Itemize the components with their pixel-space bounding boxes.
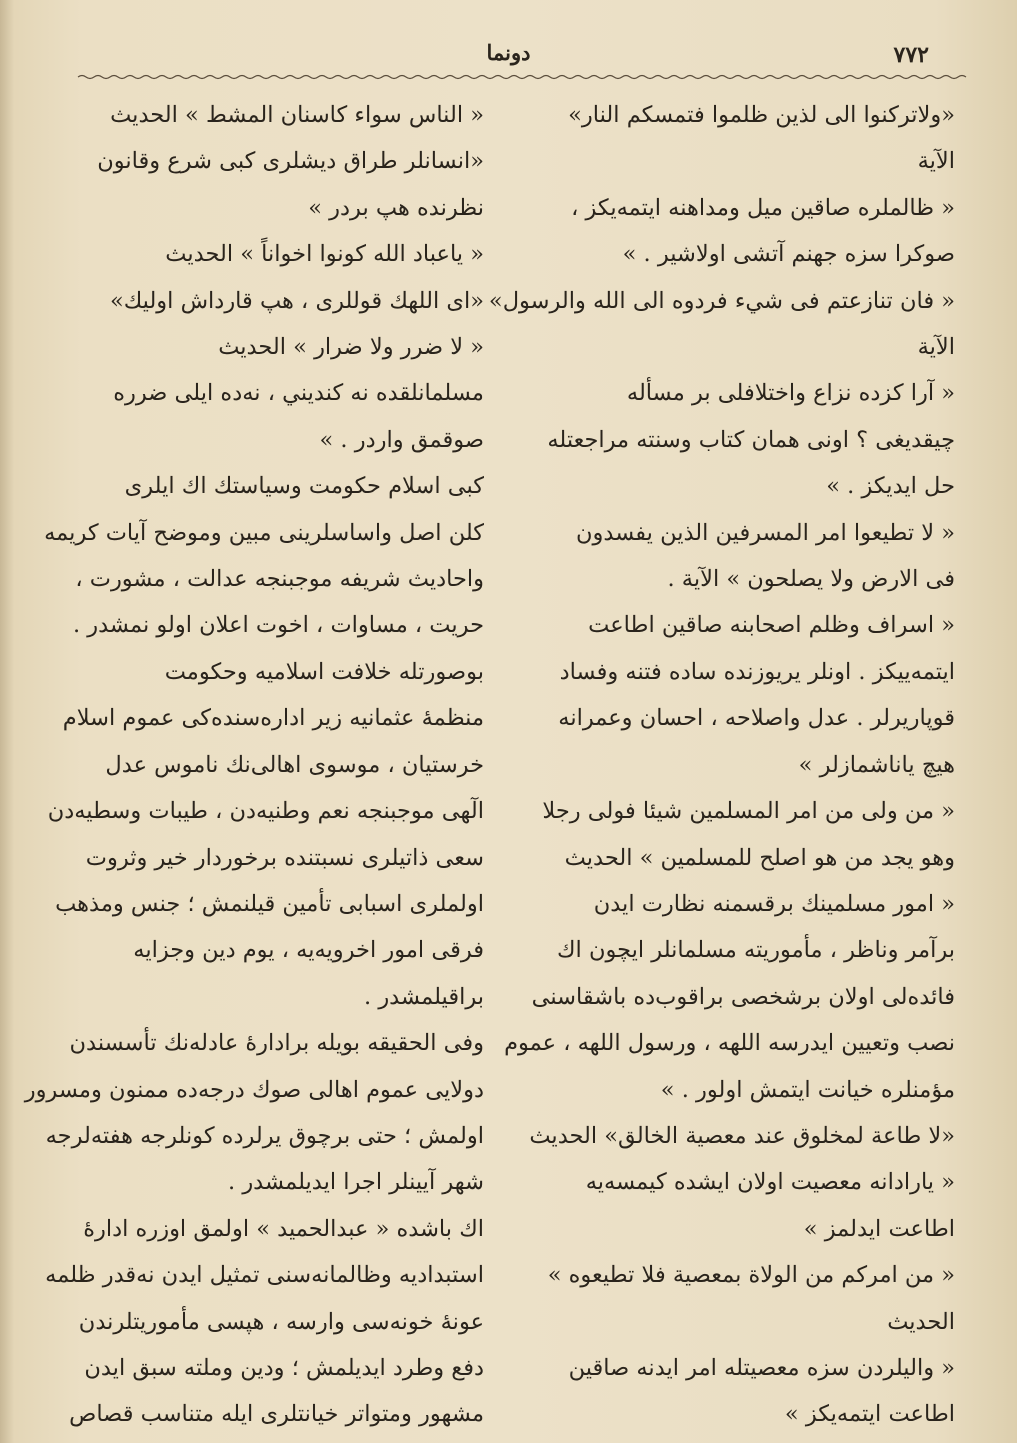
text-line: « اسراف وظلم اصحابنه صاقين اطاعت (588, 612, 955, 639)
text-line: قوپاريرلر . عدل واصلاحه ، احسان وعمرانه (558, 705, 955, 732)
text-line: « من امركم من الولاة بمعصية فلا تطيعوه » (547, 1262, 955, 1289)
text-line: «انسانلر طراق ديشلرى كبى شرع وقانون (97, 148, 484, 175)
text-line: اطاعت ايتمه‌يكز » (784, 1401, 955, 1428)
text-line: اولملرى اسبابى تأمين قيلنمش ؛ جنس ومذهب (55, 890, 484, 917)
text-line: مسلمانلقده نه كنديني ، نه‌ده ايلى ضرره (113, 380, 484, 407)
text-line: دفع وطرد ايديلمش ؛ ودين وملته سبق ايدن (84, 1354, 484, 1381)
text-line: فائده‌لى اولان برشخصى براقوب‌ده باشقاسنى (531, 983, 955, 1010)
text-line: برآمر وناظر ، مأموريته مسلمانلر ايچون اك (557, 937, 955, 964)
text-line: الٓهى موجبنجه نعم وطنيه‌دن ، طيبات وسطيه‌دن (47, 798, 484, 825)
text-line: « الناس سواء كاسنان المشط » الحديث (110, 102, 484, 128)
text-line: «اى اللهك قوللرى ، هپ قارداش اوليك» (109, 287, 484, 314)
text-line: نظرنده هپ بردر » (308, 194, 484, 221)
text-line: خرستيان ، موسوى اهالى‌نك ناموس عدل (105, 751, 484, 778)
text-line: كبى اسلام حكومت وسياستك اك ايلرى (124, 473, 484, 500)
text-line: شهر آيينلر اجرا ايديلمشدر . (228, 1169, 484, 1196)
text-line: « واليلردن سزه معصيتله امر ايدنه صاقين (568, 1354, 955, 1381)
text-line: اك باشده « عبدالحميد » اولمق اوزره ادارهٔ (83, 1215, 484, 1242)
text-line: « لا ضرر ولا ضرار » الحديث (218, 334, 484, 361)
text-line: وفى الحقيقه بويله برادارهٔ عادله‌نك تأسسندن (69, 1030, 484, 1057)
text-line: «ولاتركنوا الى لذين ظلموا فتمسكم النار» (568, 102, 955, 128)
left-column (24, 92, 484, 1438)
text-line: نصب وتعيين ايدرسه اللهه ، ورسول اللهه ، عموم (504, 1030, 955, 1057)
text-line: دولايى عموم اهالى صوك درجه‌ده ممنون ومسرور (24, 1076, 484, 1103)
text-line: استبداديه وظالمانه‌سنى تمثيل ايدن نه‌قدر ظلمه (45, 1262, 484, 1289)
text-line: « ظالملره صاقين ميل ومداهنه ايتمه‌يكز ، (571, 194, 955, 221)
text-line: عونهٔ خونه‌سى وارسه ، هپسى مأموريتلرندن (78, 1308, 484, 1335)
text-line: ايتمه‌ييكز . اونلر يريوزنده ساده فتنه وفساد (559, 658, 955, 685)
text-line: سعى ذاتيلرى نسبتنده برخوردار خير وثروت (85, 844, 484, 871)
text-line: اطاعت ايدلمز » (803, 1215, 955, 1242)
text-line: « ياعباد الله كونوا اخواناً » الحديث (165, 241, 484, 268)
text-line: «لا طاعة لمخلوق عند معصية الخالق» الحديث (529, 1122, 955, 1149)
text-line: بوصورتله خلافت اسلاميه وحكومت (164, 658, 484, 685)
text-line: « امور مسلمينك برقسمنه نظارت ايدن (593, 890, 955, 917)
text-line: مشهور ومتواتر خيانتلرى ايله متناسب قصاص (69, 1401, 484, 1428)
binding-shadow (0, 0, 14, 1443)
text-line: « لا تطيعوا امر المسرفين الذين يفسدون (576, 519, 955, 546)
text-line: الحديث (887, 1308, 955, 1335)
text-line: اولمش ؛ حتى برچوق يرلرده كونلرجه‌ هفته‌لرجه (45, 1122, 484, 1149)
text-line: « يارادانه معصيت اولان ايشده كيمسه‌يه (585, 1169, 955, 1196)
header-rule (78, 74, 970, 80)
text-line: صوقمق واردر . » (319, 426, 484, 453)
text-line: حريت ، مساوات ، اخوت اعلان اولو نمشدر . (72, 612, 484, 639)
page-header (70, 36, 947, 76)
text-line: كلن اصل واساسلرينى مبين وموضح آيات كريمه (44, 519, 484, 546)
text-line: فرقى امور اخرويه‌يه ، يوم دين وجزايه (133, 937, 484, 964)
text-line: مؤمنلره خيانت ايتمش اولور . » (660, 1076, 955, 1103)
page-number: ٧٧٢ (893, 42, 929, 68)
running-title: دونما (486, 40, 531, 65)
text-line: وهو يجد من هو اصلح للمسلمين » الحديث (564, 844, 955, 871)
text-line: براقيلمشدر . (364, 983, 484, 1010)
text-line: صوكرا سزه جهنم آتشى اولاشير . » (622, 241, 955, 268)
right-column (488, 92, 955, 1438)
text-line: چيقديغى ؟ اونى همان كتاب وسنته مراجعتله (547, 426, 955, 453)
text-line: حل ايديكز . » (826, 473, 955, 500)
text-line: « من ولى من امر المسلمين شيئا فولى رجلا (542, 798, 955, 825)
text-line: فى الارض ولا يصلحون » الآية . (667, 566, 955, 593)
text-line: منظمهٔ عثمانيه زير اداره‌سنده‌كى عموم اسلام (62, 705, 484, 732)
text-line: الآية (917, 334, 955, 361)
text-line: هيچ يانا‌شمازلر » (798, 751, 955, 778)
text-line: واحاديث شريفه موجبنجه عدالت ، مشورت ، (75, 566, 484, 593)
text-line: الآية (917, 148, 955, 175)
text-line: « فان تنازعتم فى شيء فردوه الى الله والرسول» (488, 287, 955, 314)
text-line: « آرا كزده نزاع واختلافلى بر مسأله (626, 380, 955, 407)
